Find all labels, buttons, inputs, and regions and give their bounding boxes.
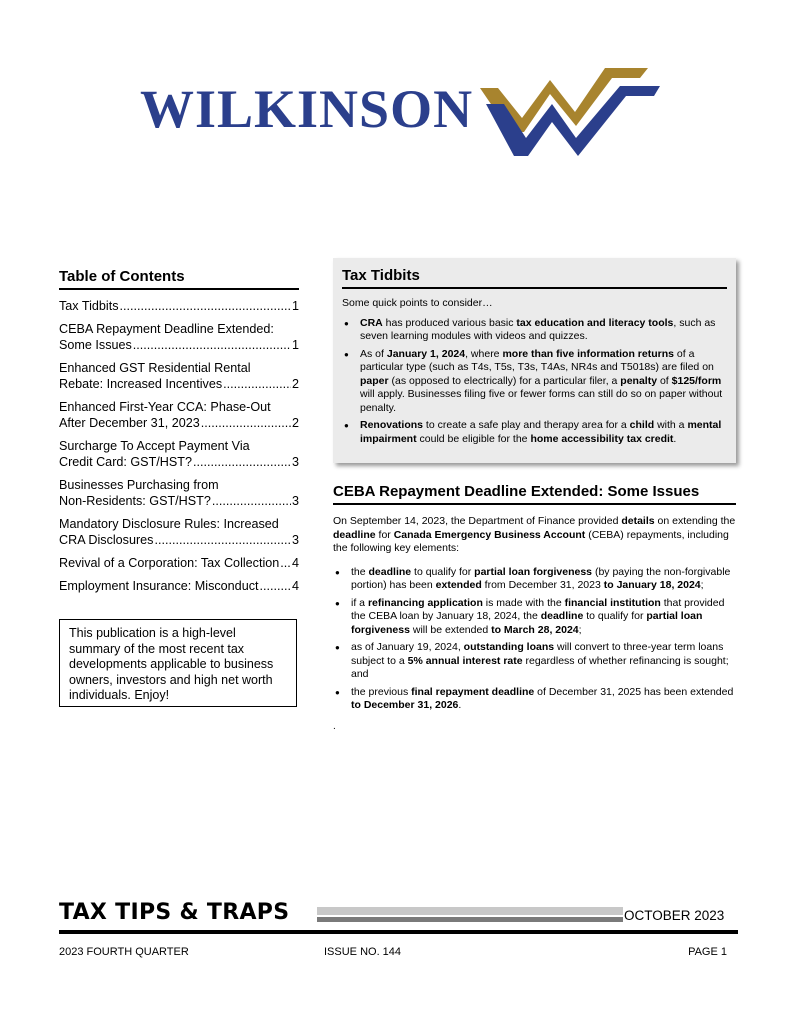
toc-page-number: 3 xyxy=(291,533,299,547)
toc-item-label: Employment Insurance: Misconduct xyxy=(59,579,259,593)
toc-item-label: Credit Card: GST/HST? xyxy=(59,455,192,469)
publication-summary-box: This publication is a high-level summary of the most recent tax developments applicable to business owners, investors and high net worth individuals. Enjoy! xyxy=(59,619,297,707)
toc-item-line xyxy=(59,376,299,392)
toc-item-label: CEBA Repayment Deadline Extended: xyxy=(59,322,274,336)
tidbits-title: Tax Tidbits xyxy=(342,267,727,289)
toc-item[interactable] xyxy=(59,477,299,509)
toc-item[interactable] xyxy=(59,321,299,353)
wilkinson-logo xyxy=(140,60,660,160)
ceba-bullet: ● the previous final repayment deadline of December 31, 2025 has been extended to December 31, 2026. xyxy=(333,686,736,713)
toc-item[interactable] xyxy=(59,360,299,392)
toc-item-label: After December 31, 2023 xyxy=(59,416,200,430)
ceba-bullet-list xyxy=(333,566,736,713)
toc-item-line xyxy=(59,454,299,470)
footer-bar-dark xyxy=(317,917,623,922)
toc-item-label: Businesses Purchasing from xyxy=(59,478,219,492)
ceba-bullet: ● if a refinancing application is made with the financial institution that provided the CEBA loan by January 18, 2024, the deadline to qualify for partial loan forgiveness will be extended to March 28, 2024; xyxy=(333,597,736,638)
toc-item-line xyxy=(59,337,299,353)
tax-tidbits-box xyxy=(333,258,736,463)
ceba-trailing-mark: . xyxy=(333,720,336,732)
toc-item-label: Non-Residents: GST/HST? xyxy=(59,494,211,508)
footer-quarter: 2023 FOURTH QUARTER xyxy=(59,946,189,958)
tidbit-bullet: ● As of January 1, 2024, where more than five information returns of a particular type (such as T4s, T5s, T3s, T4As, NR4s and T5018s) are filed on paper (as opposed to electrically) for a particular filer, a penalty of $125/form will apply. Businesses filing five or fewer forms can still do so on paper without penalty. xyxy=(342,348,727,416)
toc-item-line xyxy=(59,555,299,571)
toc-leader-dots xyxy=(280,555,291,571)
newsletter-title: TAX TIPS & TRAPS xyxy=(59,900,290,925)
toc-leader-dots xyxy=(212,493,291,509)
toc-item-line xyxy=(59,360,299,376)
footer-rule xyxy=(59,930,738,934)
w-chevron-icon xyxy=(480,60,660,160)
ceba-title: CEBA Repayment Deadline Extended: Some Issues xyxy=(333,483,736,505)
toc-item[interactable] xyxy=(59,298,299,314)
issue-date: OCTOBER 2023 xyxy=(624,908,725,923)
toc-item-label: CRA Disclosures xyxy=(59,533,154,547)
footer-page: PAGE 1 xyxy=(688,946,727,958)
table-of-contents xyxy=(59,268,299,601)
toc-title: Table of Contents xyxy=(59,268,299,290)
toc-item-line xyxy=(59,298,299,314)
toc-page-number: 2 xyxy=(291,416,299,430)
toc-item-label: Revival of a Corporation: Tax Collection xyxy=(59,556,280,570)
toc-item-label: Some Issues xyxy=(59,338,132,352)
toc-item[interactable] xyxy=(59,555,299,571)
tidbit-bullet: ● CRA has produced various basic tax education and literacy tools, such as seven learning modules with videos and quizzes. xyxy=(342,317,727,344)
toc-item-line xyxy=(59,477,299,493)
toc-page-number: 1 xyxy=(291,299,299,313)
ceba-bullet: ● as of January 19, 2024, outstanding loans will convert to three-year term loans subject to a 5% annual interest rate regardless of whether refinancing is sought; and xyxy=(333,641,736,682)
toc-page-number: 2 xyxy=(291,377,299,391)
toc-item-line xyxy=(59,493,299,509)
toc-leader-dots xyxy=(260,578,291,594)
toc-page-number: 4 xyxy=(291,579,299,593)
toc-item[interactable] xyxy=(59,399,299,431)
toc-item-line xyxy=(59,578,299,594)
footer-bar-light xyxy=(317,907,623,915)
toc-leader-dots xyxy=(223,376,291,392)
toc-item-label: Surcharge To Accept Payment Via xyxy=(59,439,250,453)
toc-item-line xyxy=(59,516,299,532)
footer-issue: ISSUE NO. 144 xyxy=(324,946,402,958)
toc-item-label: Mandatory Disclosure Rules: Increased xyxy=(59,517,279,531)
toc-list xyxy=(59,298,299,594)
tidbits-intro: Some quick points to consider… xyxy=(342,297,493,309)
logo-wordmark: WILKINSON xyxy=(140,79,474,139)
toc-item[interactable] xyxy=(59,516,299,548)
toc-leader-dots xyxy=(133,337,291,353)
tidbits-bullet-list xyxy=(342,317,727,447)
toc-leader-dots xyxy=(201,415,291,431)
ceba-intro: On September 14, 2023, the Department of Finance provided details on extending the deadline for Canada Emergency Business Account (CEBA) repayments, including the following key elements: xyxy=(333,515,736,554)
ceba-article xyxy=(333,483,736,732)
toc-leader-dots xyxy=(193,454,291,470)
toc-item-line xyxy=(59,399,299,415)
toc-page-number: 3 xyxy=(291,455,299,469)
toc-item-label: Tax Tidbits xyxy=(59,299,119,313)
toc-leader-dots xyxy=(154,532,291,548)
ceba-bullet: ● the deadline to qualify for partial loan forgiveness (by paying the non-forgivable portion) has been extended from December 31, 2023 to January 18, 2024; xyxy=(333,566,736,593)
toc-page-number: 3 xyxy=(291,494,299,508)
toc-item-label: Rebate: Increased Incentives xyxy=(59,377,223,391)
toc-item[interactable] xyxy=(59,578,299,594)
toc-item-label: Enhanced First-Year CCA: Phase-Out xyxy=(59,400,271,414)
toc-item-line xyxy=(59,532,299,548)
tidbit-bullet: ● Renovations to create a safe play and therapy area for a child with a mental impairment could be eligible for the home accessibility tax credit. xyxy=(342,419,727,446)
toc-leader-dots xyxy=(120,298,291,314)
toc-item-line xyxy=(59,438,299,454)
toc-item-label: Enhanced GST Residential Rental xyxy=(59,361,251,375)
toc-item[interactable] xyxy=(59,438,299,470)
toc-item-line xyxy=(59,415,299,431)
toc-page-number: 4 xyxy=(291,556,299,570)
toc-page-number: 1 xyxy=(291,338,299,352)
toc-item-line xyxy=(59,321,299,337)
